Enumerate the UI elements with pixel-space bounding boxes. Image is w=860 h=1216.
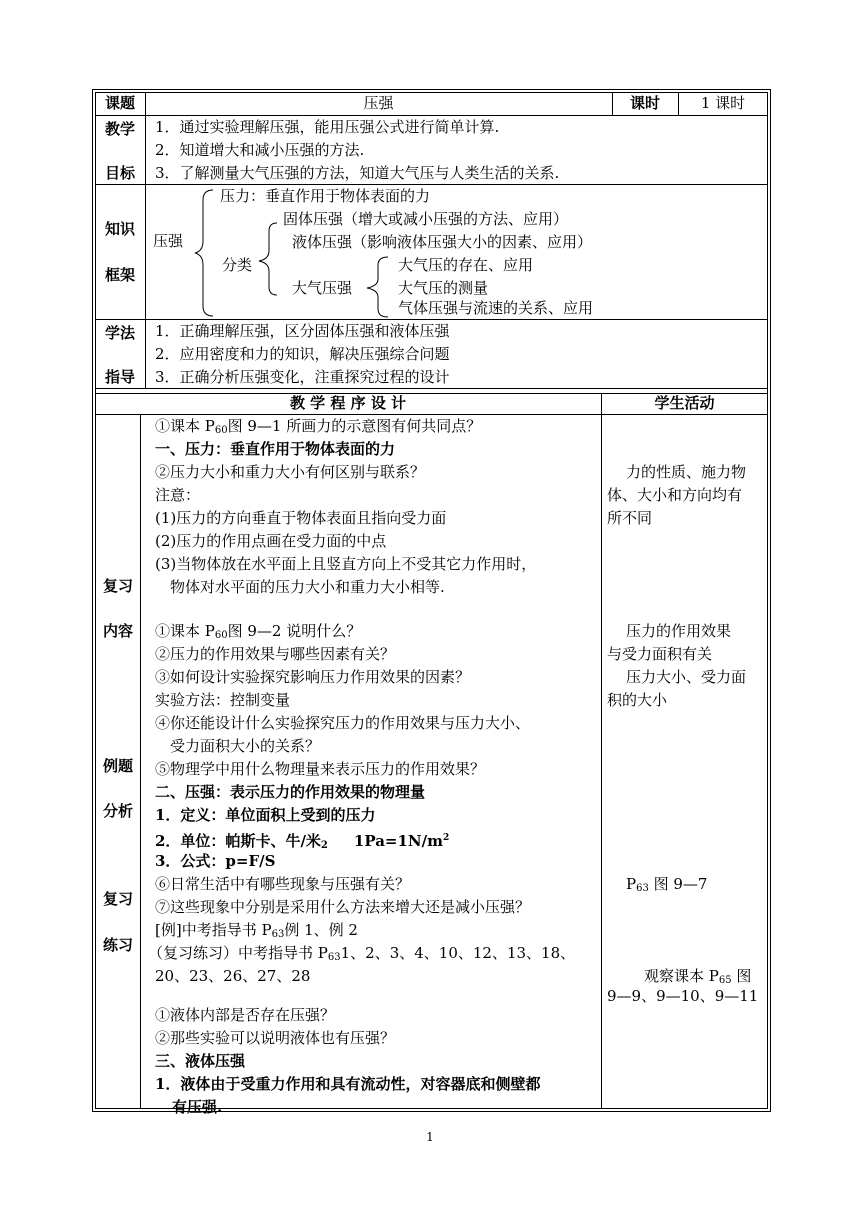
activity-line: 体、大小和方向均有 [607, 486, 743, 504]
framework-root: 压强 [153, 232, 184, 250]
content-line: 20、23、26、27、28 [155, 967, 311, 985]
method-label-top: 学法 [104, 324, 135, 342]
activity-line: 所不同 [607, 509, 653, 527]
content-heading: 一、压力：垂直作用于物体表面的力 [155, 440, 396, 458]
content-line: ④你还能设计什么实验探究压力的作用效果与压力大小、 [155, 714, 531, 732]
goals-label-bottom: 目标 [104, 164, 135, 182]
content-line: (1)压力的方向垂直于物体表面且指向受力面 [155, 509, 447, 527]
activity-line: 压力的作用效果 [626, 622, 732, 640]
content-line: ②那些实验可以说明液体也有压强？ [155, 1029, 396, 1047]
period-value: 1 课时 [700, 94, 746, 112]
content-line: 物体对水平面的压力大小和重力大小相等. [170, 578, 445, 596]
side-label: 复习 [103, 577, 134, 595]
activity-line: 观察课本 P65 图 [644, 967, 752, 986]
framework-label-bottom: 框架 [104, 266, 135, 284]
activity-line: 与受力面积有关 [607, 645, 713, 663]
content-line: ②压力大小和重力大小有何区别与联系？ [155, 463, 426, 481]
goal-item: 3．了解测量大气压强的方法，知道大气压与人类生活的关系. [155, 164, 560, 182]
content-line: ⑥日常生活中有哪些现象与压强有关？ [155, 875, 411, 893]
activity-line: 力的性质、施力物 [626, 463, 747, 481]
activity-line: 积的大小 [607, 691, 668, 709]
content-line: 实验方法：控制变量 [155, 691, 291, 709]
framework-atmo-item: 大气压的测量 [398, 279, 489, 297]
content-line: 2．单位：帕斯卡、牛/米2 $1Pa=1N/m^2$ [155, 832, 450, 851]
activity-line: 压力大小、受力面 [626, 668, 747, 686]
framework-classify: 分类 [222, 256, 253, 274]
content-line: ①课本 P60图 9—1 所画力的示意图有何共同点？ [155, 417, 482, 436]
page-number: 1 [426, 1130, 434, 1144]
framework-atmo-item: 气体压强与流速的关系、应用 [398, 299, 594, 317]
period-label: 课时 [629, 94, 660, 112]
framework-atmo-item: 大气压的存在、应用 [398, 256, 534, 274]
side-label: 练习 [103, 936, 134, 954]
framework-label-top: 知识 [104, 220, 135, 238]
topic-value: 压强 [363, 94, 394, 112]
goal-item: 1．通过实验理解压强，能用压强公式进行简单计算. [155, 118, 500, 136]
content-line: (3)当物体放在水平面上且竖直方向上不受其它力作用时， [155, 555, 537, 573]
side-label: 例题 [103, 757, 134, 775]
framework-atmo: 大气压强 [292, 279, 353, 297]
brace-classify [257, 221, 281, 297]
content-line: ①课本 P60图 9—2 说明什么？ [155, 622, 362, 641]
content-line: (2)压力的作用点画在受力面的中点 [155, 532, 387, 550]
side-label: 内容 [103, 622, 134, 640]
content-line: （复习练习）中考指导书 P631、2、3、4、10、12、13、18、 [148, 944, 576, 963]
framework-solid: 固体压强（增大或减小压强的方法、应用） [283, 210, 569, 228]
col-divider [601, 393, 602, 1109]
brace-atmo [364, 255, 392, 319]
method-item: 1．正确理解压强，区分固体压强和液体压强 [155, 322, 450, 340]
content-line: ③如何设计实验探究影响压力作用效果的因素？ [155, 668, 471, 686]
content-line: 有压强. [172, 1098, 223, 1116]
content-line: ①液体内部是否存在压强？ [155, 1006, 336, 1024]
content-line: 3．公式：p=F/S [155, 852, 276, 870]
framework-force: 压力：垂直作用于物体表面的力 [220, 187, 431, 205]
content-line: ⑦这些现象中分别是采用什么方法来增大还是减小压强？ [155, 898, 531, 916]
activity-line: 9—9、9—10、9—11 [607, 987, 759, 1005]
activity-header: 学生活动 [654, 394, 715, 412]
method-label-bottom: 指导 [104, 368, 135, 386]
goal-item: 2．知道增大和减小压强的方法. [155, 141, 365, 159]
content-line: 1．液体由于受重力作用和具有流动性，对容器底和侧壁都 [155, 1075, 541, 1093]
method-item: 2．应用密度和力的知识，解决压强综合问题 [155, 345, 450, 363]
brace-root [193, 188, 217, 318]
side-label: 分析 [103, 802, 134, 820]
content-line: [例]中考指导书 P63例 1、例 2 [155, 921, 358, 940]
content-line: ⑤物理学中用什么物理量来表示压力的作用效果？ [155, 760, 486, 778]
content-heading: 三、液体压强 [155, 1052, 246, 1070]
col-divider [145, 92, 146, 388]
content-line: ②压力的作用效果与哪些因素有关？ [155, 645, 396, 663]
content-line: 注意： [155, 486, 201, 504]
activity-line: P63 图 9—7 [626, 875, 708, 894]
content-line: 1．定义：单位面积上受到的压力 [155, 806, 376, 824]
content-line: 受力面积大小的关系？ [170, 737, 321, 755]
content-heading: 二、压强：表示压力的作用效果的物理量 [155, 783, 426, 801]
col-divider [140, 414, 141, 1109]
side-label: 复习 [103, 890, 134, 908]
goals-label-top: 教学 [104, 120, 135, 138]
topic-label: 课题 [104, 94, 135, 112]
design-header: 教 学 程 序 设 计 [289, 394, 407, 412]
method-item: 3．正确分析压强变化，注重探究过程的设计 [155, 368, 450, 386]
framework-liquid: 液体压强（影响液体压强大小的因素、应用） [292, 233, 593, 251]
